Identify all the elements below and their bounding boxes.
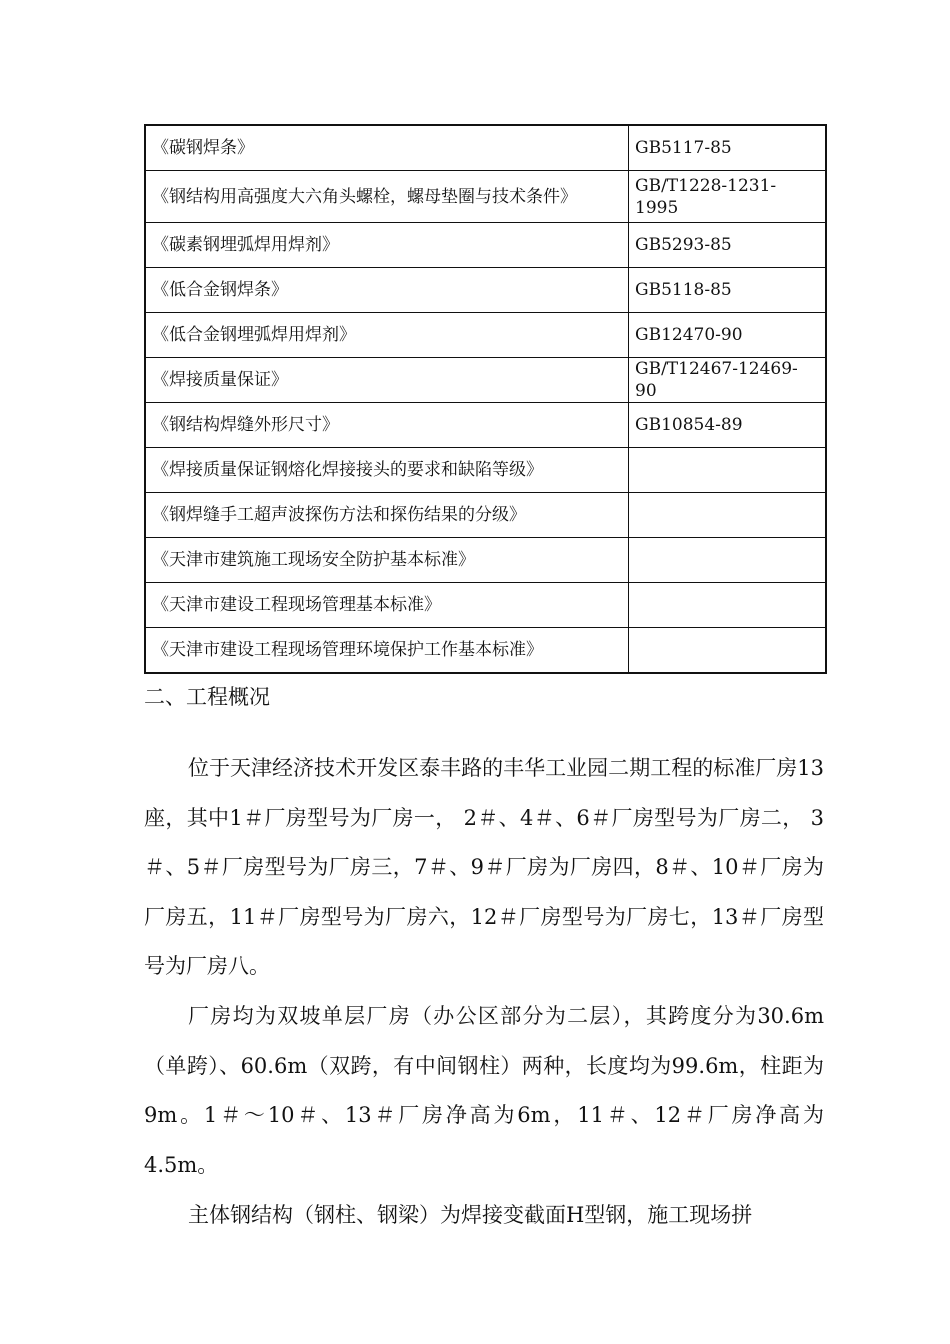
standard-code-cell bbox=[629, 538, 827, 583]
table-row bbox=[145, 538, 826, 583]
standard-code-cell: GB10854-89 bbox=[629, 403, 827, 448]
standard-code-cell bbox=[629, 493, 827, 538]
body-paragraph: 主体钢结构（钢柱、钢梁）为焊接变截面H型钢，施工现场拼 bbox=[188, 1203, 753, 1227]
table-row bbox=[145, 493, 826, 538]
standard-name-cell: 《碳素钢埋弧焊用焊剂》 bbox=[145, 223, 629, 268]
standard-code-cell: GB5118-85 bbox=[629, 268, 827, 313]
standard-name-cell: 《天津市建设工程现场管理环境保护工作基本标准》 bbox=[145, 628, 629, 674]
standard-name-cell: 《焊接质量保证》 bbox=[145, 358, 629, 403]
table-row bbox=[145, 313, 826, 358]
standard-name-cell: 《碳钢焊条》 bbox=[145, 125, 629, 171]
table-row bbox=[145, 358, 826, 403]
standards-table bbox=[144, 124, 827, 674]
table-row bbox=[145, 125, 826, 171]
standard-name-cell: 《钢结构用高强度大六角头螺栓，螺母垫圈与技术条件》 bbox=[145, 171, 629, 223]
body-paragraph: 厂房均为双坡单层厂房（办公区部分为二层），其跨度分为30.6m（单跨）、60.6m（双跨，有中间钢柱）两种，长度均为99.6m，柱距为9m。1＃～10＃、13＃厂房净高为6m，11＃、12＃厂房净高为4.5m。 bbox=[144, 1004, 824, 1177]
table-row bbox=[145, 171, 826, 223]
standard-name-cell: 《低合金钢焊条》 bbox=[145, 268, 629, 313]
table-row bbox=[145, 448, 826, 493]
standard-code-cell bbox=[629, 583, 827, 628]
standard-name-cell: 《天津市建筑施工现场安全防护基本标准》 bbox=[145, 538, 629, 583]
standard-name-cell: 《钢焊缝手工超声波探伤方法和探伤结果的分级》 bbox=[145, 493, 629, 538]
body-paragraph: 位于天津经济技术开发区泰丰路的丰华工业园二期工程的标准厂房13座，其中1＃厂房型号为厂房一， 2＃、4＃、6＃厂房型号为厂房二， 3＃、5＃厂房型号为厂房三，7＃、9＃厂房为厂房四，8＃、10＃厂房为厂房五，11＃厂房型号为厂房六，12＃厂房型号为厂房七，13＃厂房型号为厂房八。 bbox=[144, 756, 824, 978]
standard-code-cell bbox=[629, 628, 827, 674]
standard-code-cell: GB/T12467-12469-90 bbox=[629, 358, 827, 403]
table-row bbox=[145, 223, 826, 268]
standard-code-cell: GB5117-85 bbox=[629, 125, 827, 171]
table-row bbox=[145, 628, 826, 674]
standard-name-cell: 《低合金钢埋弧焊用焊剂》 bbox=[145, 313, 629, 358]
table-row bbox=[145, 268, 826, 313]
table-row bbox=[145, 583, 826, 628]
standard-code-cell: GB/T1228-1231-1995 bbox=[629, 171, 827, 223]
standard-code-cell: GB5293-85 bbox=[629, 223, 827, 268]
standard-name-cell: 《钢结构焊缝外形尺寸》 bbox=[145, 403, 629, 448]
standard-name-cell: 《天津市建设工程现场管理基本标准》 bbox=[145, 583, 629, 628]
section-heading: 二、工程概况 bbox=[144, 685, 270, 709]
table-row bbox=[145, 403, 826, 448]
standard-name-cell: 《焊接质量保证钢熔化焊接接头的要求和缺陷等级》 bbox=[145, 448, 629, 493]
standard-code-cell: GB12470-90 bbox=[629, 313, 827, 358]
standard-code-cell bbox=[629, 448, 827, 493]
